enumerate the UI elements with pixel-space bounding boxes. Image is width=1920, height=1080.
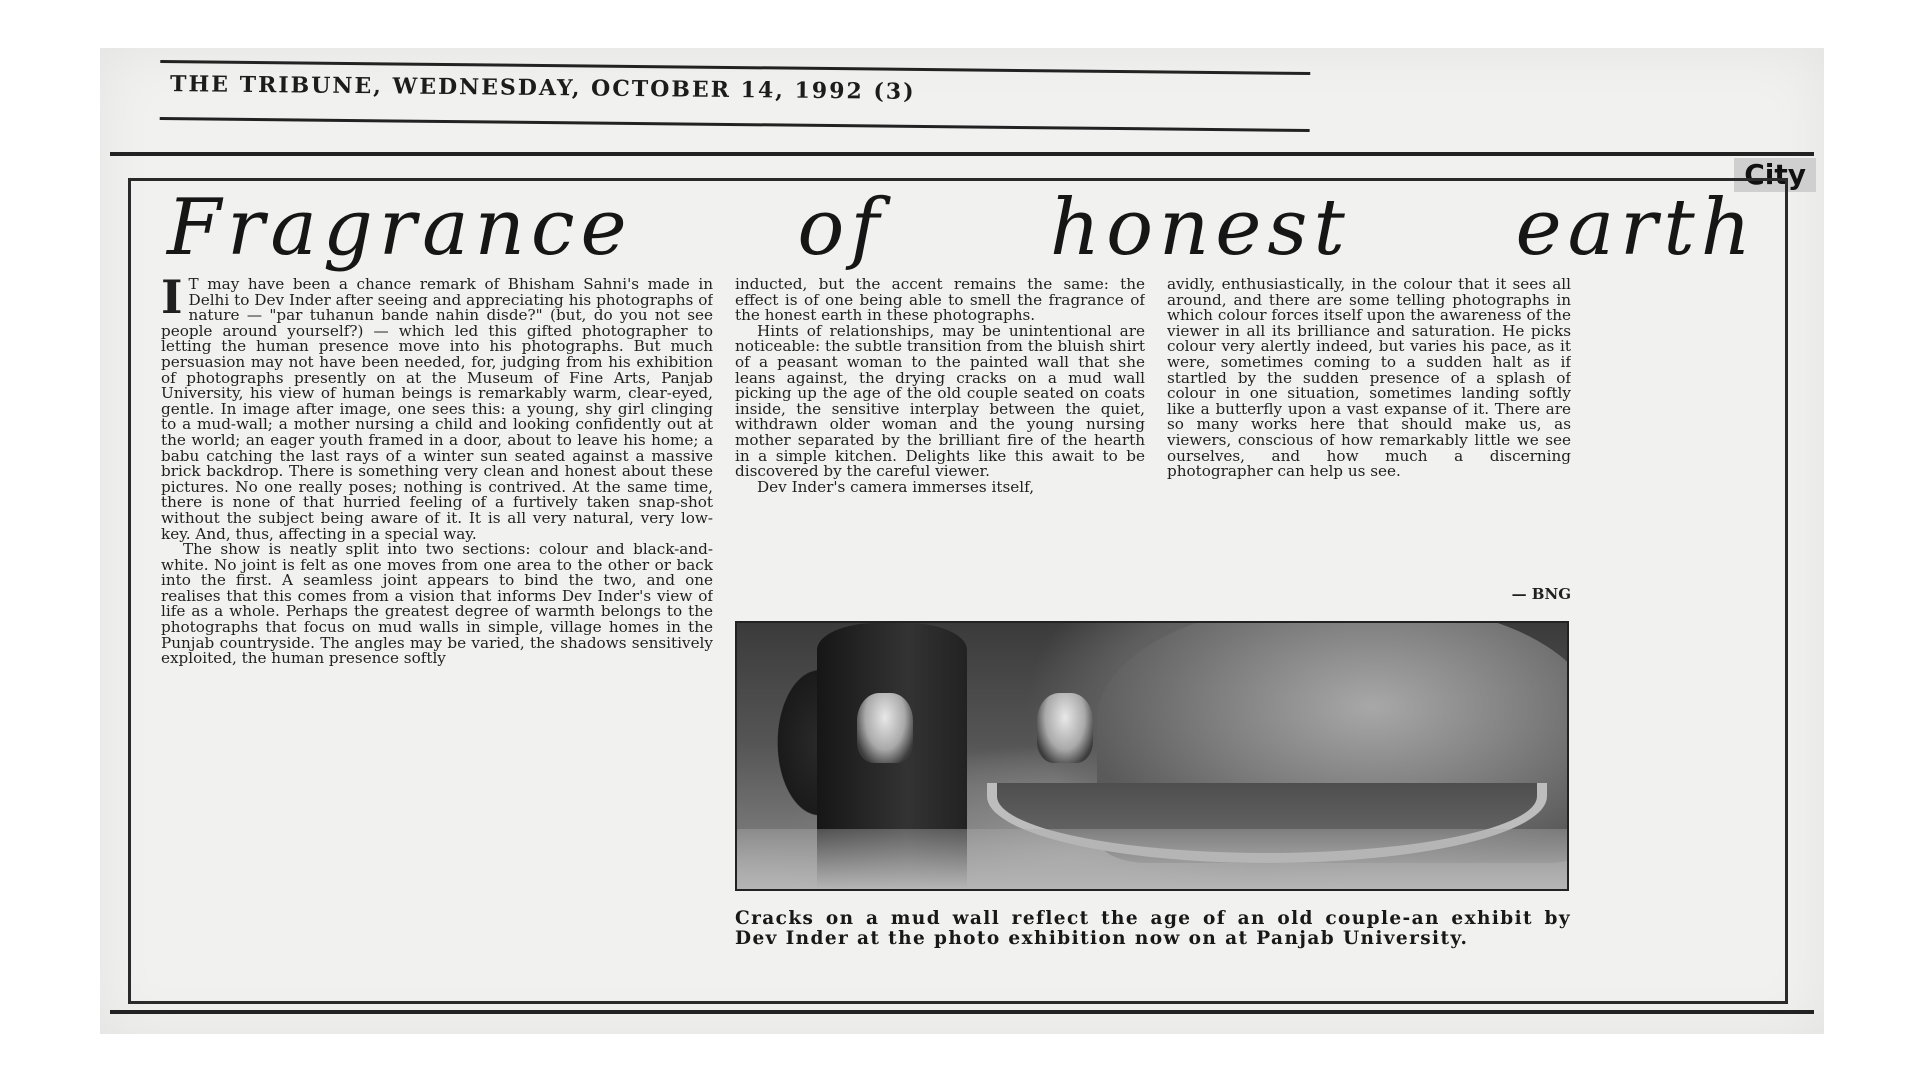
masthead [160,60,1311,132]
column-1-paragraph-2: The show is neatly split into two sections: colour and black-and-white. No joint is felt as one moves from one area to the other or back into the first. A seamless joint appears to bind the two, and one realises that this comes from a vision that informs Dev Inder's view of life as a whole. Perhaps the greatest degree of warmth belongs to the photographs that focus on mud walls in simple, village homes in the Punjab countryside. The angles may be varied, the shadows sensitively exploited, the human presence softly [161,540,713,668]
photo-figure-right [1037,693,1093,763]
article-photo [735,621,1569,891]
column-2-paragraph-1: inducted, but the accent remains the same: the effect is of one being able to smell the fragrance of the honest earth in these photographs. [735,277,1145,325]
column-3-paragraph-1: avidly, enthusiastically, in the colour that it sees all around, and there are some telling photographs in which colour forces itself upon the awareness of the viewer in all its brilliance and saturation. He picks colour very alertly indeed, but varies his pace, as it were, sometimes coming to a sudden halt as if startled by the sudden presence of a splash of colour in one situation, sometimes landing softly like a butterfly upon a vast expanse of it. There are so many works here that should make us, as viewers, conscious of how remarkably little we see ourselves, and how much a discerning photographer can help us see. [1167,277,1571,481]
article-column-3 [1167,277,1571,579]
drop-cap: I [161,277,183,324]
photo-ground [737,829,1569,889]
article-headline: Fragrance of honest earth [167,183,1757,273]
article-column-1 [161,277,713,989]
newspaper-clipping [100,48,1824,1034]
article-column-2 [735,277,1145,579]
column-2-paragraph-2: Hints of relationships, may be unintentional are noticeable: the subtle transition from the bluish shirt of a peasant woman to the painted wall that she leans against, the drying cracks on a mud wall picking up the age of the old couple seated on coats inside, the sensitive interplay between the quiet, withdrawn older woman and the young nursing mother separated by the brilliant fire of the hearth in a simple kitchen. Delights like this await to be discovered by the careful viewer. [735,321,1145,481]
section-rule [110,152,1814,156]
bottom-rule [110,1010,1814,1014]
photo-caption: Cracks on a mud wall reflect the age of an old couple-an exhibit by Dev Inder at the photo exhibition now on at Panjab University. [735,908,1571,949]
masthead-text: THE TRIBUNE, WEDNESDAY, OCTOBER 14, 1992 (3) [169,71,916,105]
column-2-paragraph-3: Dev Inder's camera immerses itself, [757,477,1035,496]
column-1-paragraph-1-text: T may have been a chance remark of Bhisham Sahni's made in Delhi to Dev Inder after seeing and appreciating his photographs of nature — "par tuhanun bande nahin disde?" (but, do you not see people around yourself?) — which led this gifted photographer to letting the human presence move into his photographs. But much persuasion may not have been needed, for, judging from his exhibition of photographs presently on at the Museum of Fine Arts, Panjab University, his view of human beings is remarkably warm, clear-eyed, gentle. In image after image, one sees this: a young, shy girl clinging to a mud-wall; a mother nursing a child and looking confidently out at the world; an eager youth framed in a door, about to leave his home; a babu catching the last rays of a winter sun seated against a massive brick backdrop. There is something very clean and honest about these pictures. No one really poses; nothing is contrived. At the same time, there is none of that hurried feeling of a furtively taken snap-shot without the subject being aware of it. It is all very natural, very low-key. And, thus, affecting in a special way. [161,277,713,543]
author-signature: — BNG [1511,585,1571,603]
photo-figure-left [857,693,913,763]
column-1-paragraph-1 [161,277,713,542]
article-frame [128,178,1788,1004]
section-tab: City [1734,158,1816,192]
